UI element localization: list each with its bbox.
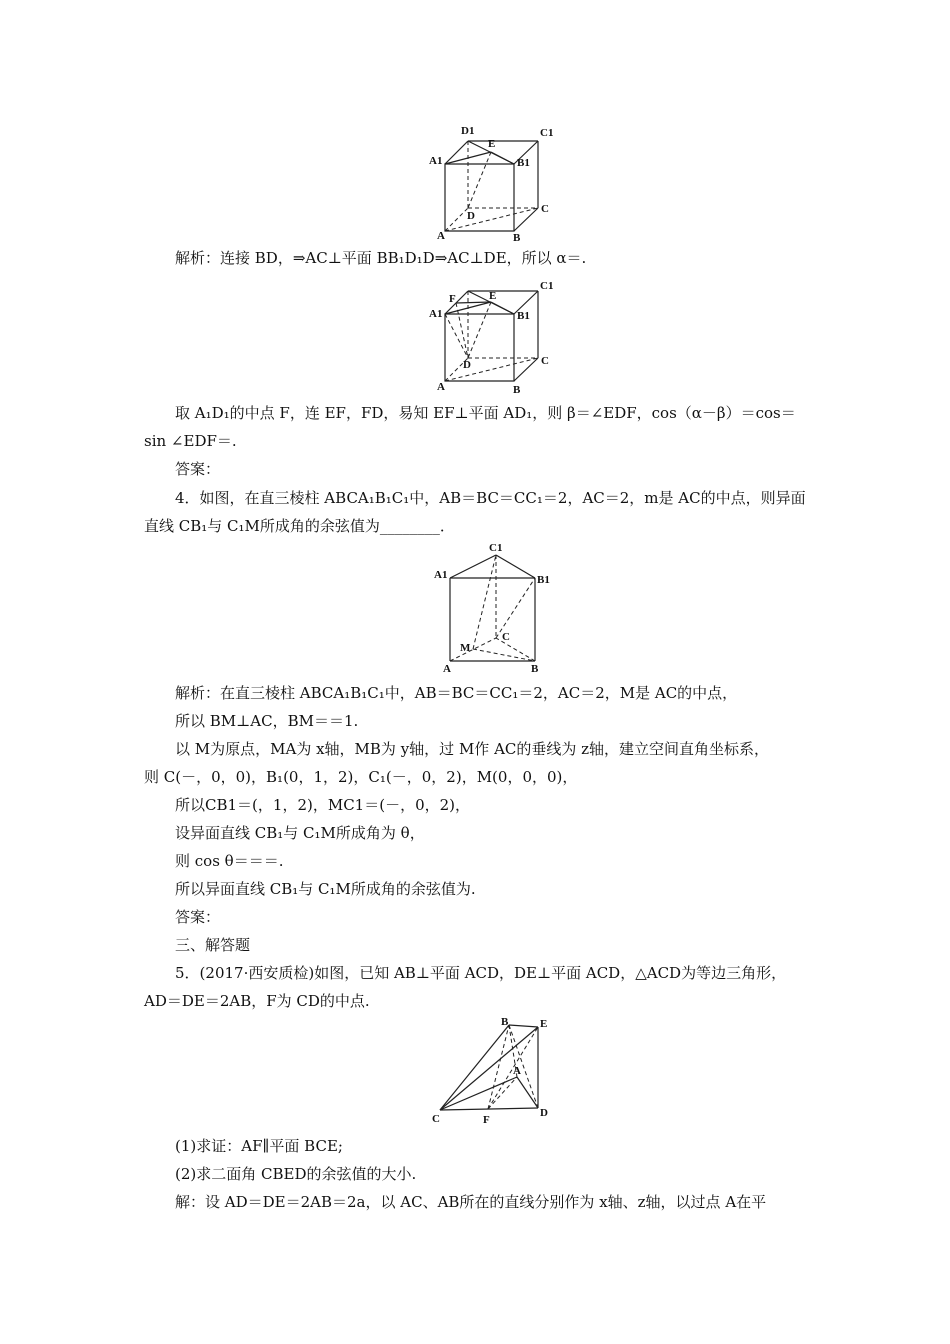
text-line-15: 答案： [175,908,221,926]
text-line-3: sin ∠EDF＝. [144,432,237,450]
label-M: M [460,642,471,654]
text-line-6: 直线 CB₁与 C₁M所成角的余弦值为________． [144,517,455,535]
text-line-8: 所以 BM⊥AC，BM＝＝1. [175,712,359,730]
label-B1: B1 [517,157,530,169]
label-C: C [502,631,510,643]
label-A: A [443,663,451,675]
label-F: F [483,1114,490,1126]
label-D: D [467,210,475,222]
text-line-12: 设异面直线 CB₁与 C₁M所成角为 θ， [175,824,425,842]
cube-figure-1 [425,122,560,242]
text-line-14: 所以异面直线 CB₁与 C₁M所成角的余弦值为. [175,880,476,898]
text-line-21: 解：设 AD＝DE＝2AB＝2a，以 AC、AB所在的直线分别作为 x轴、z轴，以过点 A在平 [175,1193,767,1211]
text-line-16: 三、解答题 [175,936,251,954]
label-A1: A1 [429,308,443,320]
label-D: D [540,1107,548,1119]
label-C1: C1 [540,127,554,139]
label-D: D [463,359,471,371]
text-line-4: 答案： [175,460,221,478]
text-line-18: AD＝DE＝2AB，F为 CD的中点. [144,992,370,1010]
label-C: C [541,203,549,215]
label-E: E [488,138,496,150]
text-line-11: 所以CB1＝(，1，2)，MC1＝(－，0，2)， [175,796,471,814]
text-line-19: (1)求证：AF∥平面 BCE; [175,1137,343,1155]
label-B1: B1 [537,574,550,586]
label-E: E [540,1018,548,1030]
label-C1: C1 [540,280,554,292]
text-line-20: (2)求二面角 CBED的余弦值的大小. [175,1165,417,1183]
label-A: A [513,1065,521,1077]
cube-figure-2 [425,276,560,398]
label-A: A [437,230,445,242]
text-line-5: 4．如图，在直三棱柱 ABCA₁B₁C₁中，AB＝BC＝CC₁＝2，AC＝2，m是 AC的中点，则异面 [175,489,806,507]
label-C1: C1 [489,542,503,554]
text-line-7: 解析：在直三棱柱 ABCA₁B₁C₁中，AB＝BC＝CC₁＝2，AC＝2，M是 AC的中点， [175,684,738,702]
label-A: A [437,381,445,393]
label-D1: D1 [461,125,475,137]
text-line-2: 取 A₁D₁的中点 F，连 EF，FD，易知 EF⊥平面 AD₁，则 β＝∠EDF，cos（α－β）＝cos＝ [175,404,796,422]
text-line-1: 解析：连接 BD，⇒AC⊥平面 BB₁D₁D⇒AC⊥DE，所以 α＝. [175,249,587,267]
label-F: F [449,293,456,305]
label-B: B [513,232,521,242]
label-B1: B1 [517,310,530,322]
text-line-17: 5．(2017·西安质检)如图，已知 AB⊥平面 ACD，DE⊥平面 ACD，△ACD为等边三角形， [175,964,787,982]
label-B: B [513,384,521,396]
text-line-13: 则 cos θ＝＝＝. [175,852,284,870]
prism-figure [430,538,560,678]
label-C: C [432,1113,440,1125]
label-B: B [501,1016,509,1028]
text-line-9: 以 M为原点，MA为 x轴，MB为 y轴，过 M作 AC的垂线为 z轴，建立空间直角坐标系， [175,740,770,758]
label-C: C [541,355,549,367]
text-line-10: 则 C(－，0，0)，B₁(0，1，2)，C₁(－，0，2)，M(0，0，0)， [144,768,578,786]
solid-figure [425,1012,560,1130]
label-A1: A1 [434,569,448,581]
label-A1: A1 [429,155,443,167]
label-B: B [531,663,539,675]
label-E: E [489,290,497,302]
